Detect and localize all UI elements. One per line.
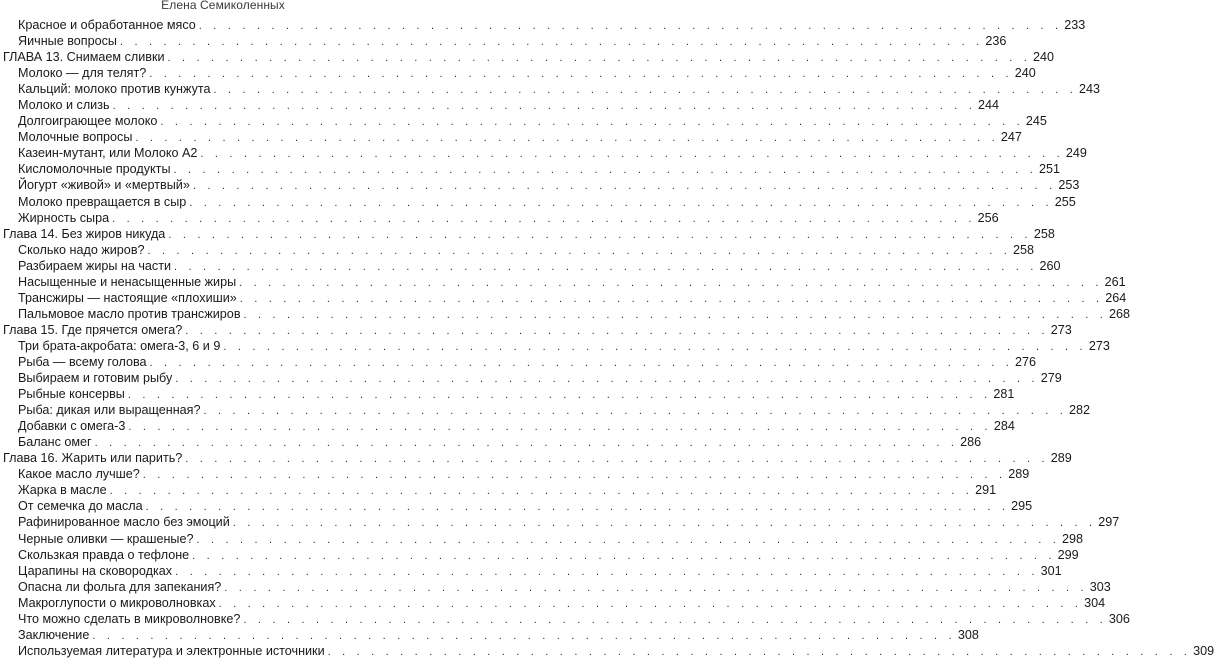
dot-leader: . . . . . . . . . . . . . . . . . . . . . . . . . . . . . . . . . . . . . . . . . . . . . . . . . . . . . . . . . . . . — [327, 645, 1192, 658]
dot-leader: . . . . . . . . . . . . . . . . . . . . . . . . . . . . . . . . . . . . . . . . . . . . . . . . . . . . . . . . . . . . — [213, 84, 1077, 97]
section-title: Насыщенные и ненасыщенные жиры — [18, 274, 237, 289]
page-number: 273 — [1088, 338, 1110, 353]
toc-chapter-entry — [0, 49, 1054, 65]
dot-leader: . . . . . . . . . . . . . . . . . . . . . . . . . . . . . . . . . . . . . . . . . . . . . . . . . . . . . . . . . . . . — [192, 549, 1056, 562]
dot-leader: . . . . . . . . . . . . . . . . . . . . . . . . . . . . . . . . . . . . . . . . . . . . . . . . . . . . . . . . . . . . — [192, 180, 1057, 193]
section-title: Рафинированное масло без эмоций — [18, 515, 230, 530]
dot-leader: . . . . . . . . . . . . . . . . . . . . . . . . . . . . . . . . . . . . . . . . . . . . . . . . . . . . . . . . . . . . — [196, 533, 1060, 546]
page-number: 291 — [975, 483, 997, 498]
toc-section-entry — [0, 386, 1015, 402]
toc-section-entry — [0, 290, 1127, 306]
page-number: 260 — [1039, 258, 1061, 273]
dot-leader: . . . . . . . . . . . . . . . . . . . . . . . . . . . . . . . . . . . . . . . . . . . . . . . . . . . . . . . . . . . . — [243, 308, 1107, 321]
page-number: 289 — [1050, 451, 1072, 466]
section-title: Какое масло лучше? — [18, 467, 140, 482]
page-number: 289 — [1008, 467, 1030, 482]
section-title: Молоко и слизь — [18, 98, 110, 113]
section-title: Красное и обработанное мясо — [18, 18, 196, 32]
section-title: Опасна ли фольга для запекания? — [18, 579, 222, 594]
page-number: 284 — [993, 419, 1015, 434]
section-title: Добавки с омега-3 — [18, 419, 126, 434]
dot-leader: . . . . . . . . . . . . . . . . . . . . . . . . . . . . . . . . . . . . . . . . . . . . . . . . . . . . . . . . . . . . — [142, 469, 1007, 482]
chapter-title: Глава 16. Жарить или парить? — [3, 451, 183, 466]
toc-section-entry — [0, 466, 1030, 482]
dot-leader: . . . . . . . . . . . . . . . . . . . . . . . . . . . . . . . . . . . . . . . . . . . . . . . . . . . . . . . . . . . . — [147, 244, 1011, 257]
page-number: 243 — [1079, 82, 1101, 97]
dot-leader: . . . . . . . . . . . . . . . . . . . . . . . . . . . . . . . . . . . . . . . . . . . . . . . . . . . . . . . . . . . . — [149, 356, 1013, 369]
section-title: Жирность сыра — [18, 210, 110, 225]
page-number: 261 — [1104, 274, 1126, 289]
toc-section-entry — [0, 65, 1036, 81]
section-title: Йогурт «живой» и «мертвый» — [18, 178, 190, 193]
section-title: Скользкая правда о тефлоне — [18, 547, 190, 562]
page-number: 264 — [1105, 290, 1127, 305]
dot-leader: . . . . . . . . . . . . . . . . . . . . . . . . . . . . . . . . . . . . . . . . . . . . . . . . . . . . . . . . . . . . — [223, 340, 1087, 353]
toc-chapter-entry — [0, 322, 1072, 338]
section-title: От семечка до масла — [18, 499, 143, 514]
dot-leader: . . . . . . . . . . . . . . . . . . . . . . . . . . . . . . . . . . . . . . . . . . . . . . . . . . . . . . . . . . . . — [200, 148, 1064, 161]
dot-leader: . . . . . . . . . . . . . . . . . . . . . . . . . . . . . . . . . . . . . . . . . . . . . . . . . . . . . . . . . . . . — [173, 164, 1037, 177]
toc-section-entry — [0, 338, 1110, 354]
dot-leader: . . . . . . . . . . . . . . . . . . . . . . . . . . . . . . . . . . . . . . . . . . . . . . . . . . . . . . . . . . . . — [185, 324, 1049, 337]
section-title: Молоко превращается в сыр — [18, 194, 187, 209]
toc-section-entry — [0, 274, 1126, 290]
toc-section-entry — [0, 547, 1079, 563]
toc-section-entry — [0, 97, 1000, 113]
dot-leader: . . . . . . . . . . . . . . . . . . . . . . . . . . . . . . . . . . . . . . . . . . . . . . . . . . . . . . . . . . . . — [218, 597, 1083, 610]
section-title: Выбираем и готовим рыбу — [18, 371, 173, 386]
section-title: Разбираем жиры на части — [18, 258, 172, 273]
toc-section-entry — [0, 113, 1047, 129]
page-number: 298 — [1061, 531, 1083, 546]
page-number: 297 — [1098, 515, 1120, 530]
section-title: Сколько надо жиров? — [18, 242, 145, 257]
page-number: 258 — [1013, 242, 1035, 257]
dot-leader: . . . . . . . . . . . . . . . . . . . . . . . . . . . . . . . . . . . . . . . . . . . . . . . . . . . . . . . . . . . . — [243, 613, 1107, 626]
toc-section-entry — [0, 354, 1037, 370]
dot-leader: . . . . . . . . . . . . . . . . . . . . . . . . . . . . . . . . . . . . . . . . . . . . . . . . . . . . . . . . . . . . — [128, 421, 992, 434]
toc-section-entry — [0, 531, 1083, 547]
page-number: 279 — [1040, 371, 1062, 386]
dot-leader: . . . . . . . . . . . . . . . . . . . . . . . . . . . . . . . . . . . . . . . . . . . . . . . . . . . . . . . . . . . . — [198, 20, 1063, 32]
page-number: 276 — [1015, 354, 1037, 369]
chapter-title: Глава 14. Без жиров никуда — [3, 226, 166, 241]
dot-leader: . . . . . . . . . . . . . . . . . . . . . . . . . . . . . . . . . . . . . . . . . . . . . . . . . . . . . . . . . . . . — [112, 100, 977, 113]
section-title: Три брата-акробата: омега-3, 6 и 9 — [18, 338, 221, 353]
dot-leader: . . . . . . . . . . . . . . . . . . . . . . . . . . . . . . . . . . . . . . . . . . . . . . . . . . . . . . . . . . . . — [112, 212, 976, 225]
toc-section-entry — [0, 161, 1061, 177]
page-number: 233 — [1064, 18, 1086, 32]
toc-section-entry — [0, 33, 1007, 49]
dot-leader: . . . . . . . . . . . . . . . . . . . . . . . . . . . . . . . . . . . . . . . . . . . . . . . . . . . . . . . . . . . . — [160, 116, 1024, 129]
toc-section-entry — [0, 611, 1130, 627]
section-title: Рыба — всему голова — [18, 354, 147, 369]
dot-leader: . . . . . . . . . . . . . . . . . . . . . . . . . . . . . . . . . . . . . . . . . . . . . . . . . . . . . . . . . . . . — [167, 52, 1031, 65]
section-title: Рыбные консервы — [18, 387, 125, 402]
toc-section-entry — [0, 145, 1087, 161]
dot-leader: . . . . . . . . . . . . . . . . . . . . . . . . . . . . . . . . . . . . . . . . . . . . . . . . . . . . . . . . . . . . — [224, 581, 1088, 594]
section-title: Используемая литература и электронные источники — [18, 643, 325, 658]
page-number: 236 — [985, 34, 1007, 49]
chapter-title: ГЛАВА 13. Снимаем сливки — [3, 50, 165, 65]
dot-leader: . . . . . . . . . . . . . . . . . . . . . . . . . . . . . . . . . . . . . . . . . . . . . . . . . . . . . . . . . . . . — [145, 501, 1010, 514]
dot-leader: . . . . . . . . . . . . . . . . . . . . . . . . . . . . . . . . . . . . . . . . . . . . . . . . . . . . . . . . . . . . — [168, 228, 1032, 241]
toc-section-entry — [0, 194, 1076, 210]
page-number: 240 — [1014, 66, 1036, 81]
page-number: 256 — [977, 210, 999, 225]
toc-section-entry — [0, 514, 1120, 530]
section-title: Рыба: дикая или выращенная? — [18, 403, 201, 418]
section-title: Царапины на сковородках — [18, 563, 173, 578]
toc-section-entry — [0, 482, 997, 498]
page-number: 245 — [1025, 114, 1047, 129]
section-title: Яичные вопросы — [18, 34, 117, 49]
toc-section-entry — [0, 579, 1111, 595]
section-title: Казеин-мутант, или Молоко А2 — [18, 146, 198, 161]
page-number: 268 — [1109, 306, 1131, 321]
page-number: 253 — [1058, 178, 1080, 193]
page-number: 249 — [1065, 146, 1087, 161]
toc-section-entry — [0, 563, 1062, 579]
page-number: 258 — [1033, 226, 1055, 241]
toc-section-entry — [0, 402, 1090, 418]
page-number: 304 — [1084, 595, 1106, 610]
dot-leader: . . . . . . . . . . . . . . . . . . . . . . . . . . . . . . . . . . . . . . . . . . . . . . . . . . . . . . . . . . . . — [175, 373, 1039, 386]
toc-section-entry — [0, 242, 1035, 258]
dot-leader: . . . . . . . . . . . . . . . . . . . . . . . . . . . . . . . . . . . . . . . . . . . . . . . . . . . . . . . . . . . . — [135, 132, 999, 145]
dot-leader: . . . . . . . . . . . . . . . . . . . . . . . . . . . . . . . . . . . . . . . . . . . . . . . . . . . . . . . . . . . . — [92, 629, 956, 642]
section-title: Заключение — [18, 627, 90, 642]
dot-leader: . . . . . . . . . . . . . . . . . . . . . . . . . . . . . . . . . . . . . . . . . . . . . . . . . . . . . . . . . . . . — [189, 196, 1053, 209]
section-title: Долгоиграющее молоко — [18, 114, 158, 129]
chapter-title: Глава 15. Где прячется омега? — [3, 322, 183, 337]
dot-leader: . . . . . . . . . . . . . . . . . . . . . . . . . . . . . . . . . . . . . . . . . . . . . . . . . . . . . . . . . . . . — [149, 68, 1013, 81]
toc-section-entry — [0, 306, 1131, 322]
toc-section-entry — [0, 498, 1033, 514]
section-title: Пальмовое масло против трансжиров — [18, 306, 241, 321]
dot-leader: . . . . . . . . . . . . . . . . . . . . . . . . . . . . . . . . . . . . . . . . . . . . . . . . . . . . . . . . . . . . — [119, 36, 984, 49]
page-number: 301 — [1040, 563, 1062, 578]
section-title: Макроглупости о микроволновках — [18, 595, 216, 610]
toc-section-entry — [0, 418, 1015, 434]
page-number: 299 — [1057, 547, 1079, 562]
toc-section-entry — [0, 595, 1106, 611]
toc-section-entry — [0, 17, 1086, 33]
page-number: 286 — [960, 435, 982, 450]
dot-leader: . . . . . . . . . . . . . . . . . . . . . . . . . . . . . . . . . . . . . . . . . . . . . . . . . . . . . . . . . . . . — [127, 389, 992, 402]
page-number: 306 — [1108, 611, 1130, 626]
dot-leader: . . . . . . . . . . . . . . . . . . . . . . . . . . . . . . . . . . . . . . . . . . . . . . . . . . . . . . . . . . . . — [203, 405, 1067, 418]
page-number: 255 — [1054, 194, 1076, 209]
dot-leader: . . . . . . . . . . . . . . . . . . . . . . . . . . . . . . . . . . . . . . . . . . . . . . . . . . . . . . . . . . . . — [94, 437, 959, 450]
running-header-author: Елена Семиколенных — [161, 0, 285, 12]
toc-chapter-entry — [0, 226, 1055, 242]
page-number: 244 — [978, 98, 1000, 113]
page-number: 247 — [1000, 130, 1022, 145]
section-title: Что можно сделать в микроволновке? — [18, 611, 241, 626]
section-title: Молоко — для телят? — [18, 66, 147, 81]
section-title: Трансжиры — настоящие «плохиши» — [18, 290, 237, 305]
toc-section-entry — [0, 210, 999, 226]
section-title: Молочные вопросы — [18, 130, 133, 145]
page-number: 295 — [1011, 499, 1033, 514]
toc-section-entry — [0, 129, 1022, 145]
dot-leader: . . . . . . . . . . . . . . . . . . . . . . . . . . . . . . . . . . . . . . . . . . . . . . . . . . . . . . . . . . . . — [239, 276, 1103, 289]
dot-leader: . . . . . . . . . . . . . . . . . . . . . . . . . . . . . . . . . . . . . . . . . . . . . . . . . . . . . . . . . . . . — [109, 485, 974, 498]
page-number: 303 — [1089, 579, 1111, 594]
section-title: Баланс омег — [18, 435, 92, 450]
page-number: 273 — [1050, 322, 1072, 337]
dot-leader: . . . . . . . . . . . . . . . . . . . . . . . . . . . . . . . . . . . . . . . . . . . . . . . . . . . . . . . . . . . . — [239, 292, 1104, 305]
page-number: 308 — [957, 627, 979, 642]
dot-leader: . . . . . . . . . . . . . . . . . . . . . . . . . . . . . . . . . . . . . . . . . . . . . . . . . . . . . . . . . . . . — [174, 260, 1038, 273]
section-title: Жарка в масле — [18, 483, 107, 498]
toc-section-entry — [0, 177, 1080, 193]
page-number: 282 — [1068, 403, 1090, 418]
section-title: Черные оливки — крашеные? — [18, 531, 194, 546]
toc-section-entry — [0, 434, 982, 450]
toc-section-entry — [0, 370, 1062, 386]
toc-section-entry — [0, 81, 1101, 97]
section-title: Кисломолочные продукты — [18, 162, 171, 177]
toc-chapter-entry — [0, 450, 1072, 466]
table-of-contents — [0, 17, 1214, 659]
dot-leader: . . . . . . . . . . . . . . . . . . . . . . . . . . . . . . . . . . . . . . . . . . . . . . . . . . . . . . . . . . . . — [232, 517, 1097, 530]
page-number: 251 — [1039, 162, 1061, 177]
dot-leader: . . . . . . . . . . . . . . . . . . . . . . . . . . . . . . . . . . . . . . . . . . . . . . . . . . . . . . . . . . . . — [185, 453, 1049, 466]
page-number: 309 — [1193, 643, 1214, 658]
section-title: Кальций: молоко против кунжута — [18, 82, 211, 97]
toc-section-entry — [0, 643, 1214, 659]
toc-section-entry — [0, 258, 1061, 274]
toc-section-entry — [0, 627, 979, 643]
page-number: 281 — [993, 387, 1015, 402]
page-number: 240 — [1032, 50, 1054, 65]
dot-leader: . . . . . . . . . . . . . . . . . . . . . . . . . . . . . . . . . . . . . . . . . . . . . . . . . . . . . . . . . . . . — [175, 565, 1039, 578]
